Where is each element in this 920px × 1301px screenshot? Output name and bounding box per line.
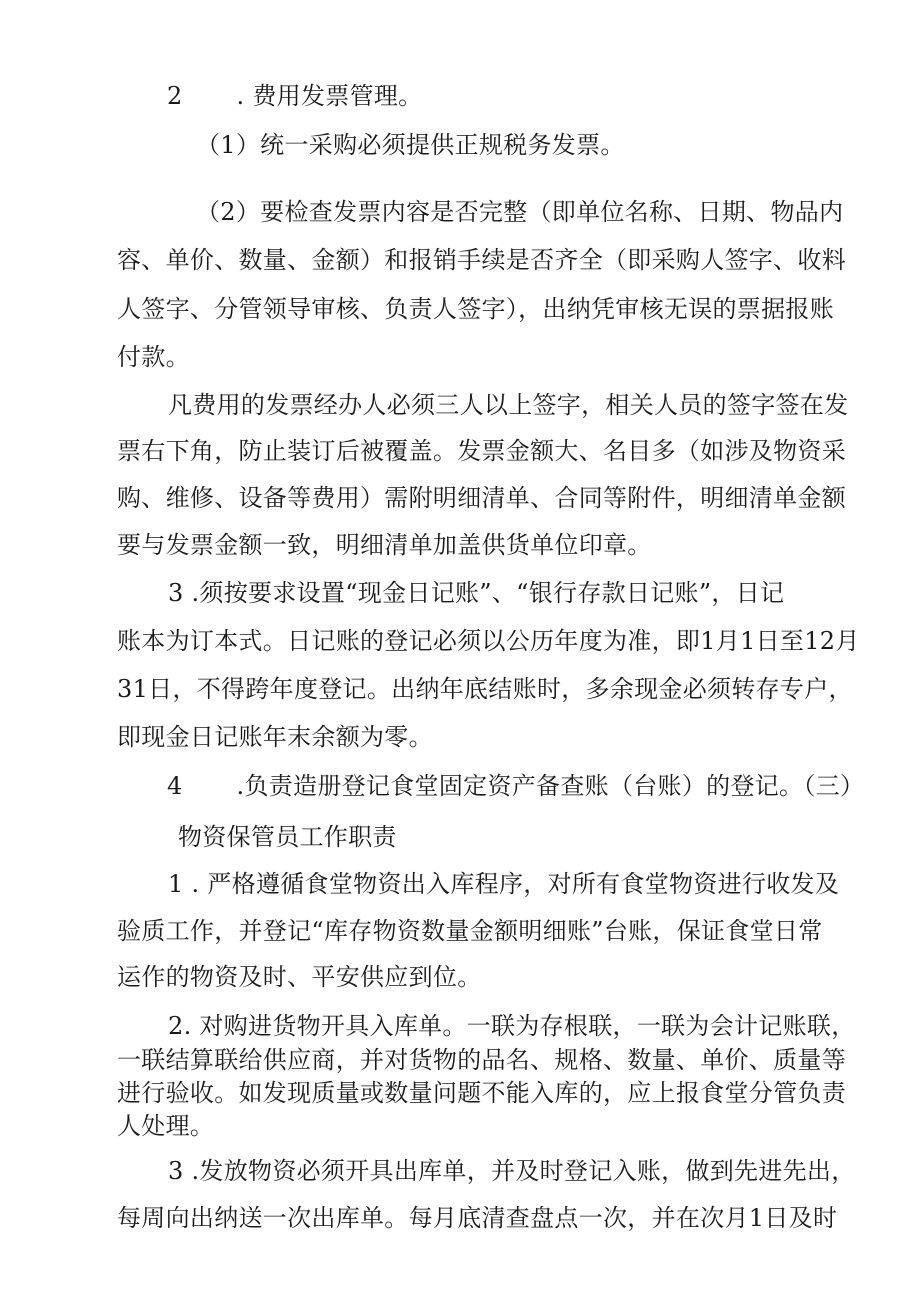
item-1: （1）统一采购必须提供正规税务发票。 xyxy=(196,131,625,159)
item-2-line: 人签字、分管领导审核、负责人签字），出纳凭审核无误的票据报账 xyxy=(117,295,834,323)
section-heading: 物资保管员工作职责 xyxy=(178,823,397,851)
paragraph-line: 凡费用的发票经办人必须三人以上签字，相关人员的签字签在发 xyxy=(168,391,849,419)
section-3-line: 账本为订本式。日记账的登记必须以公历年度为准，即1月1日至12月 xyxy=(117,627,860,655)
duty-3-line: 3 .发放物资必须开具出库单，并及时登记入账，做到先进先出， xyxy=(168,1157,856,1185)
section-3-line: 3 .须按要求设置“现金日记账”、“银行存款日记账”，日记 xyxy=(168,579,785,607)
section-number: 4 xyxy=(167,772,183,800)
duty-2-line: 进行验收。如发现质量或数量问题不能入库的，应上报食堂分管负责 xyxy=(117,1079,846,1107)
duty-2-line: 2. 对购进货物开具入库单。一联为存根联，一联为会计记账联， xyxy=(168,1012,856,1040)
section-title: . 费用发票管理。 xyxy=(236,82,423,110)
duty-1-line: 运作的物资及时、平安供应到位。 xyxy=(117,963,482,991)
duty-2-line: 人处理。 xyxy=(117,1112,215,1140)
section-4-line xyxy=(167,771,864,801)
duty-2-line: 一联结算联给供应商，并对货物的品名、规格、数量、单价、质量等 xyxy=(117,1046,846,1074)
paragraph-line: 购、维修、设备等费用）需附明细清单、合同等附件，明细清单金额 xyxy=(117,484,846,512)
section-number: 2 xyxy=(167,82,183,110)
item-2-line: （2）要检查发票内容是否完整（即单位名称、日期、物品内 xyxy=(196,198,844,226)
section-3-line: 31日，不得跨年度登记。出纳年底结账时，多余现金必须转存专户， xyxy=(117,675,853,703)
duty-3-line: 每周向出纳送一次出库单。每月底清查盘点一次，并在次月1日及时 xyxy=(117,1204,838,1232)
section-3-line: 即现金日记账年末余额为零。 xyxy=(117,723,433,751)
paragraph-line: 票右下角，防止装订后被覆盖。发票金额大、名目多（如涉及物资采 xyxy=(117,437,846,465)
section-4-text: .负责造册登记食堂固定资产备查账（台账）的登记。（三） xyxy=(236,772,865,800)
duty-1-line: 1 . 严格遵循食堂物资出入库程序，对所有食堂物资进行收发及 xyxy=(168,870,840,898)
item-2-line: 付款。 xyxy=(117,343,190,371)
item-2-line: 容、单价、数量、金额）和报销手续是否齐全（即采购人签字、收料 xyxy=(117,246,846,274)
paragraph-line: 要与发票金额一致，明细清单加盖供货单位印章。 xyxy=(117,531,652,559)
section-2-heading xyxy=(167,81,422,111)
duty-1-line: 验质工作，并登记“库存物资数量金额明细账”台账，保证食堂日常 xyxy=(117,917,823,945)
